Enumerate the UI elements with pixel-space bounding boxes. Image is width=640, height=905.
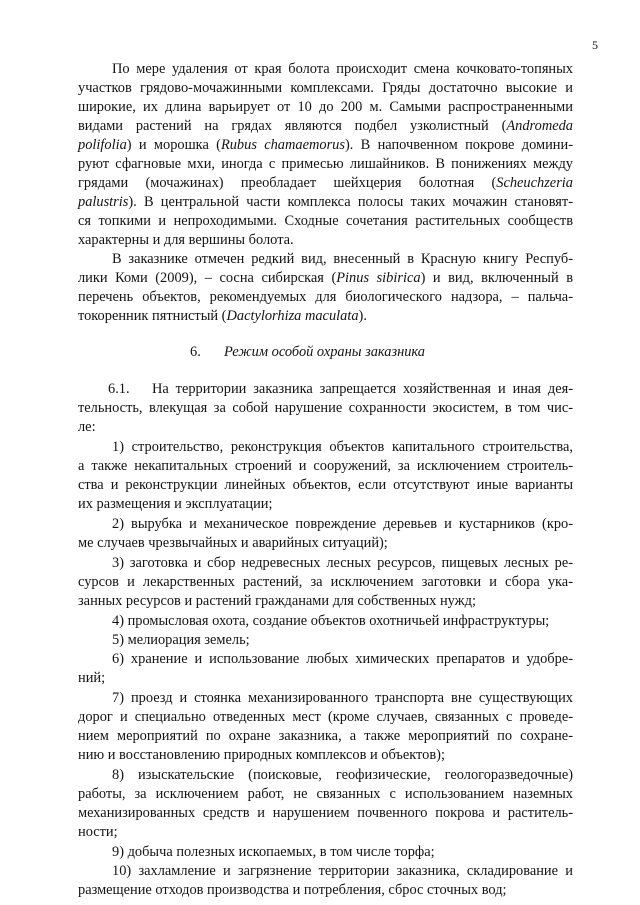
text-line: 6.1. На территории заказника запрещается хозяйственная и иная дея-	[108, 381, 573, 397]
list-item: 4) промысловая охота, создание объектов охотничьей инфраструктуры;	[112, 613, 550, 629]
list-item: 2) вырубка и механическое повреждение деревьев и кустарников (кро-	[112, 516, 573, 532]
section-heading: 6. Режим особой охраны заказника	[190, 344, 425, 360]
text-line: перечень объектов, рекомендуемых для биологического надзора, – пальча-	[78, 289, 573, 305]
text-line: механизированных средств и нарушением почвенного покрова и раститель-	[78, 805, 573, 821]
text-line: видами растений на грядах являются подбел узколистный (Andromeda	[78, 118, 573, 134]
text-line: palustris). В центральной части комплекса полосы таких мочажин становят-	[78, 194, 573, 210]
text-line: ний;	[78, 670, 106, 686]
text-line: ме случаев чрезвычайных и аварийных ситуаций);	[78, 535, 388, 551]
text-line: нием мероприятий по охране заказника, а также мероприятий по сохране-	[78, 728, 573, 744]
list-item: 7) проезд и стоянка механизированного транспорта вне существующих	[112, 690, 573, 706]
text-line: тельность, влекущая за собой нарушение сохранности экосистем, в том чис-	[78, 400, 573, 416]
text-line: работы, за исключением работ, не связанных с использованием наземных	[78, 786, 573, 802]
list-item: 9) добыча полезных ископаемых, в том числе торфа;	[112, 844, 435, 860]
text-line: руют сфагновые мхи, иногда с примесью лишайников. В понижениях между	[78, 156, 573, 172]
text-line: ся топкими и непроходимыми. Сходные сочетания растительных сообществ	[78, 213, 573, 229]
text-line: участков грядово-мочажинными комплексами. Гряды достаточно высокие и	[78, 80, 573, 96]
text-line: лики Коми (2009), – сосна сибирская (Pinus sibirica) и вид, включенный в	[78, 270, 573, 286]
text-line: характерны и для вершины болота.	[78, 232, 294, 248]
list-item: 3) заготовка и сбор недревесных лесных ресурсов, пищевых лесных ре-	[112, 555, 573, 571]
text-line: нию и восстановлению природных комплексов и объектов);	[78, 747, 445, 763]
text-line: грядами (мочажинах) преобладает шейхцерия болотная (Scheuchzeria	[78, 175, 573, 191]
text-line: а также некапитальных строений и сооружений, за исключением строитель-	[78, 458, 573, 474]
text-line: занных ресурсов и растений гражданами для собственных нужд;	[78, 593, 476, 609]
text-line: ства и реконструкции линейных объектов, если отсутствуют иные варианты	[78, 477, 573, 493]
list-item: 10) захламление и загрязнение территории заказника, складирование и	[112, 863, 573, 879]
text-line: polifolia) и морошка (Rubus chamaemorus). В напочвенном покрове домини-	[78, 137, 574, 153]
text-line: ности;	[78, 824, 118, 840]
list-item: 5) мелиорация земель;	[112, 632, 250, 648]
text-line: размещение отходов производства и потребления, сброс сточных вод;	[78, 882, 507, 898]
text-line: широкие, их длина варьирует от 10 до 200 м. Самыми распространенными	[78, 99, 573, 115]
text-line: В заказнике отмечен редкий вид, внесенный в Красную книгу Респуб-	[112, 251, 573, 267]
list-item: 1) строительство, реконструкция объектов капитального строительства,	[112, 439, 573, 455]
text-line: сурсов и лекарственных растений, за исключением заготовки и сбора ука-	[78, 574, 573, 590]
text-line: ле:	[78, 419, 96, 435]
text-line: По мере удаления от края болота происходит смена кочковато-топяных	[112, 61, 573, 77]
text-line: дорог и специально отведенных мест (кроме случаев, связанных с проведе-	[78, 709, 573, 725]
text-line: токоренник пятнистый (Dactylorhiza maculata).	[78, 308, 367, 324]
list-item: 6) хранение и использование любых химических препаратов и удобре-	[112, 651, 573, 667]
list-item: 8) изыскательские (поисковые, геофизические, геологоразведочные)	[112, 767, 573, 783]
page-number: 5	[592, 38, 598, 52]
text-line: их размещения и эксплуатации;	[78, 496, 273, 512]
